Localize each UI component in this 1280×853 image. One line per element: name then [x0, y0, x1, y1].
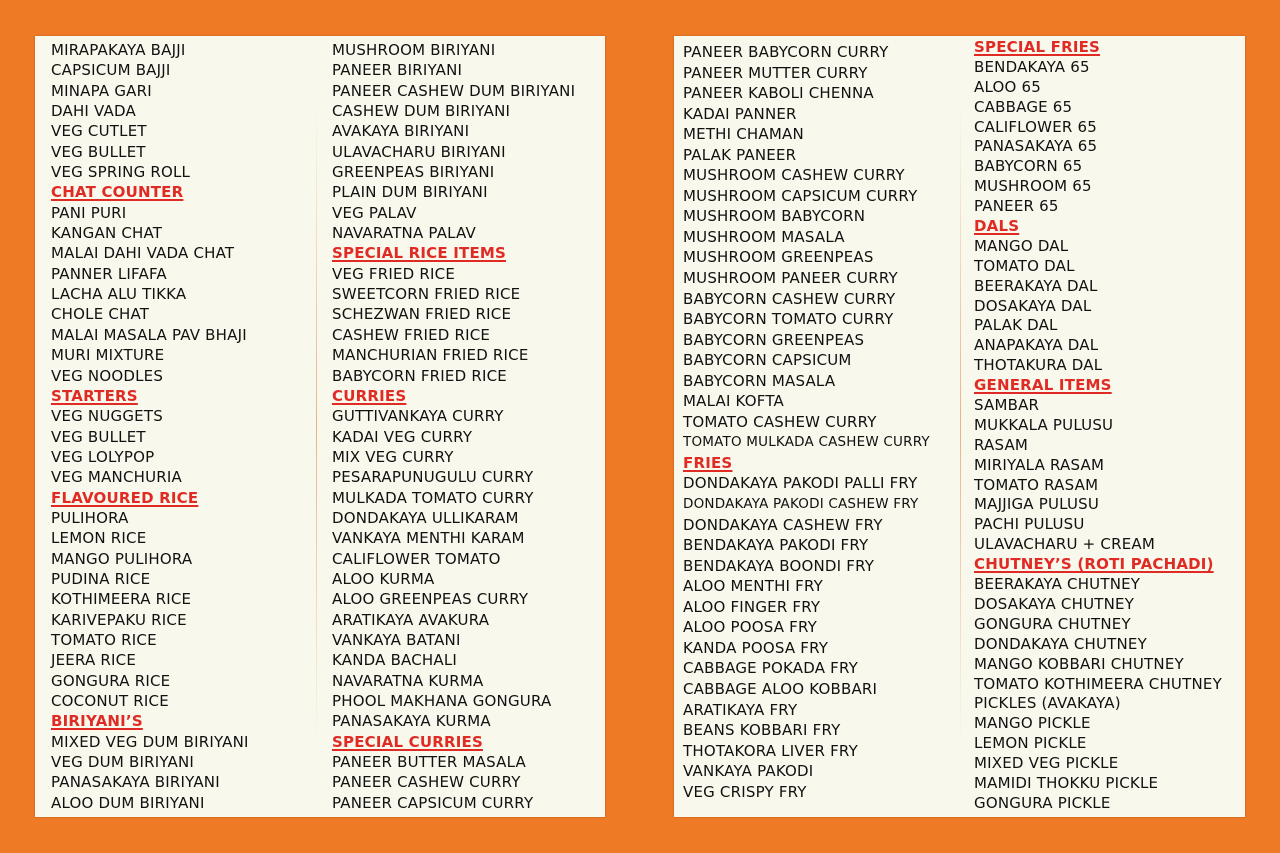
menu-item: ULAVACHARU + CREAM — [974, 535, 1155, 554]
menu-item: VEG FRIED RICE — [332, 264, 455, 283]
menu-item: SAMBAR — [974, 396, 1040, 415]
menu-item: CABBAGE 65 — [974, 97, 1073, 116]
menu-item: ALOO 65 — [974, 77, 1041, 96]
menu-item: ALOO MENTHI FRY — [683, 577, 823, 596]
menu-item: PANEER CAPSICUM CURRY — [332, 793, 534, 812]
menu-section-heading: SPECIAL FRIES — [974, 38, 1101, 56]
menu-item: TOMATO KOTHIMEERA CHUTNEY — [974, 674, 1222, 693]
menu-section-heading: SPECIAL RICE ITEMS — [332, 244, 507, 263]
menu-item: MUSHROOM BABYCORN — [683, 207, 866, 226]
menu-item: BENDAKAYA 65 — [974, 57, 1090, 76]
menu-item: CHOLE CHAT — [51, 305, 150, 324]
menu-item: MIRIYALA RASAM — [974, 455, 1105, 474]
menu-item: DONDAKAYA PAKODI PALLI FRY — [683, 474, 918, 493]
menu-item: AVAKAYA BIRIYANI — [332, 122, 470, 141]
menu-item: PANASAKAYA BIRIYANI — [51, 773, 220, 792]
menu-item: MANGO DAL — [974, 236, 1069, 255]
menu-section-heading: BIRIYANI’S — [51, 712, 143, 731]
menu-item: DONDAKAYA PAKODI CASHEW FRY — [683, 496, 919, 513]
menu-item: CASHEW DUM BIRIYANI — [332, 102, 511, 121]
menu-item: ALOO GREENPEAS CURRY — [332, 590, 529, 609]
menu-item: PANEER MUTTER CURRY — [683, 63, 868, 82]
menu-item: VEG MANCHURIA — [51, 468, 182, 487]
menu-item: MUSHROOM BIRIYANI — [332, 41, 496, 59]
menu-item: MANGO PICKLE — [974, 714, 1091, 733]
menu-item: LEMON PICKLE — [974, 734, 1087, 753]
menu-item: CABBAGE ALOO KOBBARI — [683, 679, 878, 698]
menu-item: BABYCORN FRIED RICE — [332, 366, 507, 385]
menu-item: VEG CRISPY FRY — [683, 782, 807, 801]
menu-item: DONDAKAYA CASHEW FRY — [683, 515, 883, 534]
menu-item: PULIHORA — [51, 508, 129, 527]
menu-item: KANDA POOSA FRY — [683, 638, 829, 657]
menu-item: MUSHROOM CAPSICUM CURRY — [683, 186, 918, 205]
menu-item: VANKAYA PAKODI — [683, 762, 814, 781]
menu-item: PANEER CASHEW DUM BIRIYANI — [332, 81, 576, 100]
menu-item: BABYCORN 65 — [974, 157, 1083, 176]
menu-item: PANEER BABYCORN CURRY — [683, 43, 889, 61]
menu-item: NAVARATNA KURMA — [332, 671, 484, 690]
menu-section-heading: CHUTNEY’S (ROTI PACHADI) — [974, 555, 1214, 574]
menu-item: VEG DUM BIRIYANI — [51, 753, 195, 772]
menu-item: CAPSICUM BAJJI — [51, 61, 171, 80]
menu-item: VEG BULLET — [51, 142, 146, 161]
menu-item: MUSHROOM MASALA — [683, 227, 845, 246]
menu-item: MALAI DAHI VADA CHAT — [51, 244, 235, 263]
menu-item: PHOOL MAKHANA GONGURA — [332, 692, 552, 710]
right-menu-page — [674, 36, 1245, 817]
menu-item: KOTHIMEERA RICE — [51, 590, 192, 609]
menu-item: MURI MIXTURE — [51, 346, 165, 365]
menu-item: MIRAPAKAYA BAJJI — [51, 41, 186, 59]
menu-item: THOTAKORA LIVER FRY — [683, 741, 858, 760]
menu-item: VEG CUTLET — [51, 122, 147, 141]
menu-item: VEG NUGGETS — [51, 407, 163, 426]
menu-item: MANGO KOBBARI CHUTNEY — [974, 654, 1184, 673]
menu-item: MIXED VEG DUM BIRIYANI — [51, 732, 249, 751]
menu-item: DONDAKAYA CHUTNEY — [974, 634, 1147, 653]
menu-item: MINAPA GARI — [51, 81, 152, 100]
menu-item: BABYCORN MASALA — [683, 371, 836, 390]
menu-item: BENDAKAYA PAKODI FRY — [683, 536, 869, 555]
menu-item: ALOO POOSA FRY — [683, 618, 818, 637]
menu-section-heading: DALS — [974, 217, 1020, 236]
menu-item: ARATIKAYA AVAKURA — [332, 610, 490, 629]
menu-item: DOSAKAYA CHUTNEY — [974, 594, 1135, 613]
menu-item: ALOO FINGER FRY — [683, 597, 821, 616]
menu-item: VANKAYA BATANI — [332, 630, 461, 649]
menu-item: CALIFLOWER TOMATO — [332, 549, 501, 568]
menu-section-heading: FLAVOURED RICE — [51, 488, 199, 507]
menu-item: BEANS KOBBARI FRY — [683, 721, 841, 740]
menu-section-heading: STARTERS — [51, 386, 138, 405]
menu-item: MANGO PULIHORA — [51, 549, 193, 568]
menu-item: PANNER LIFAFA — [51, 264, 167, 283]
menu-section-heading: CURRIES — [332, 386, 407, 405]
menu-item: PANEER BUTTER MASALA — [332, 753, 526, 772]
menu-item: LACHA ALU TIKKA — [51, 285, 187, 304]
menu-item: BABYCORN TOMATO CURRY — [683, 310, 894, 329]
menu-item: NAVARATNA PALAV — [332, 224, 477, 243]
menu-item: PANEER CASHEW CURRY — [332, 773, 521, 792]
left-page-column-2 — [332, 40, 575, 813]
menu-item: LEMON RICE — [51, 529, 147, 548]
menu-item: MUSHROOM GREENPEAS — [683, 248, 874, 267]
menu-item: CABBAGE POKADA FRY — [683, 659, 859, 678]
menu-item: GUTTIVANKAYA CURRY — [332, 407, 504, 426]
menu-item: PALAK DAL — [974, 316, 1058, 335]
menu-item: MUSHROOM PANEER CURRY — [683, 269, 898, 288]
menu-item: ARATIKAYA FRY — [683, 700, 798, 719]
menu-item: KANGAN CHAT — [51, 224, 163, 243]
menu-item: MULKADA TOMATO CURRY — [332, 488, 534, 507]
menu-item: ALOO DUM BIRIYANI — [51, 793, 205, 812]
menu-item: VANKAYA MENTHI KARAM — [332, 529, 525, 548]
menu-item: BEERAKAYA DAL — [974, 276, 1098, 295]
menu-item: BABYCORN CAPSICUM — [683, 351, 852, 370]
menu-item: ANAPAKAYA DAL — [974, 336, 1099, 355]
menu-item: TOMATO DAL — [974, 256, 1075, 275]
left-page-column-1 — [51, 40, 249, 813]
menu-section-heading: SPECIAL CURRIES — [332, 732, 483, 751]
menu-item: TOMATO CASHEW CURRY — [683, 412, 877, 431]
menu-item: TOMATO RICE — [51, 630, 157, 649]
menu-item: PANEER BIRIYANI — [332, 61, 463, 80]
menu-item: MIX VEG CURRY — [332, 447, 454, 466]
right-page-column-1 — [683, 42, 930, 802]
menu-item: TOMATO RASAM — [974, 475, 1099, 494]
menu-item: GREENPEAS BIRIYANI — [332, 163, 495, 182]
menu-item: THOTAKURA DAL — [974, 356, 1103, 375]
menu-item: KADAI VEG CURRY — [332, 427, 473, 446]
menu-item: PUDINA RICE — [51, 569, 151, 588]
menu-item: RASAM — [974, 435, 1029, 454]
menu-item: BENDAKAYA BOONDI FRY — [683, 556, 875, 575]
menu-item: PANASAKAYA 65 — [974, 137, 1098, 156]
menu-item: ULAVACHARU BIRIYANI — [332, 142, 506, 161]
menu-item: COCONUT RICE — [51, 692, 169, 710]
menu-item: VEG SPRING ROLL — [51, 163, 191, 182]
column-divider — [316, 106, 317, 746]
menu-item: SCHEZWAN FRIED RICE — [332, 305, 512, 324]
menu-item: MALAI MASALA PAV BHAJI — [51, 325, 247, 344]
menu-item: MAMIDI THOKKU PICKLE — [974, 773, 1159, 792]
menu-item: DAHI VADA — [51, 102, 136, 121]
menu-item: VEG NOODLES — [51, 366, 164, 385]
left-menu-page — [35, 36, 605, 817]
menu-item: VEG PALAV — [332, 203, 417, 222]
menu-item: MUKKALA PULUSU — [974, 415, 1114, 434]
menu-item: PACHI PULUSU — [974, 515, 1085, 534]
menu-section-heading: FRIES — [683, 453, 733, 472]
menu-item: DONDAKAYA ULLIKARAM — [332, 508, 519, 527]
menu-item: PANEER KABOLI CHENNA — [683, 84, 874, 103]
menu-item: VEG LOLYPOP — [51, 447, 155, 466]
menu-section-heading: GENERAL ITEMS — [974, 376, 1112, 395]
menu-item: ALOO KURMA — [332, 569, 435, 588]
menu-item: PANEER 65 — [974, 197, 1059, 216]
menu-item: BABYCORN GREENPEAS — [683, 330, 865, 349]
menu-item: SWEETCORN FRIED RICE — [332, 285, 521, 304]
menu-item: MALAI KOFTA — [683, 392, 785, 411]
menu-item: GONGURA CHUTNEY — [974, 614, 1131, 633]
menu-item: MUSHROOM 65 — [974, 177, 1092, 196]
menu-item: CASHEW FRIED RICE — [332, 325, 491, 344]
right-page-column-2 — [974, 38, 1222, 814]
column-divider — [960, 106, 961, 746]
menu-item: PLAIN DUM BIRIYANI — [332, 183, 488, 202]
menu-item: PANI PURI — [51, 203, 127, 222]
menu-item: KADAI PANNER — [683, 104, 797, 123]
menu-item: PESARAPUNUGULU CURRY — [332, 468, 534, 487]
menu-item: DOSAKAYA DAL — [974, 296, 1092, 315]
menu-item: BABYCORN CASHEW CURRY — [683, 289, 896, 308]
menu-item: MANCHURIAN FRIED RICE — [332, 346, 529, 365]
menu-item: KANDA BACHALI — [332, 651, 458, 670]
menu-item: JEERA RICE — [51, 651, 137, 670]
menu-item: GONGURA PICKLE — [974, 793, 1111, 812]
menu-item: KARIVEPAKU RICE — [51, 610, 187, 629]
menu-item: PALAK PANEER — [683, 145, 797, 164]
menu-item: MIXED VEG PICKLE — [974, 754, 1119, 773]
menu-item: CALIFLOWER 65 — [974, 117, 1097, 136]
menu-section-heading: CHAT COUNTER — [51, 183, 184, 202]
menu-item: PICKLES (AVAKAYA) — [974, 694, 1121, 713]
menu-item: PANASAKAYA KURMA — [332, 712, 491, 731]
menu-item: GONGURA RICE — [51, 671, 171, 690]
menu-item: BEERAKAYA CHUTNEY — [974, 575, 1141, 594]
menu-item: METHI CHAMAN — [683, 125, 804, 144]
menu-item: TOMATO MULKADA CASHEW CURRY — [683, 434, 930, 451]
menu-item: MUSHROOM CASHEW CURRY — [683, 166, 905, 185]
menu-item: VEG BULLET — [51, 427, 146, 446]
menu-item: MAJJIGA PULUSU — [974, 495, 1100, 514]
